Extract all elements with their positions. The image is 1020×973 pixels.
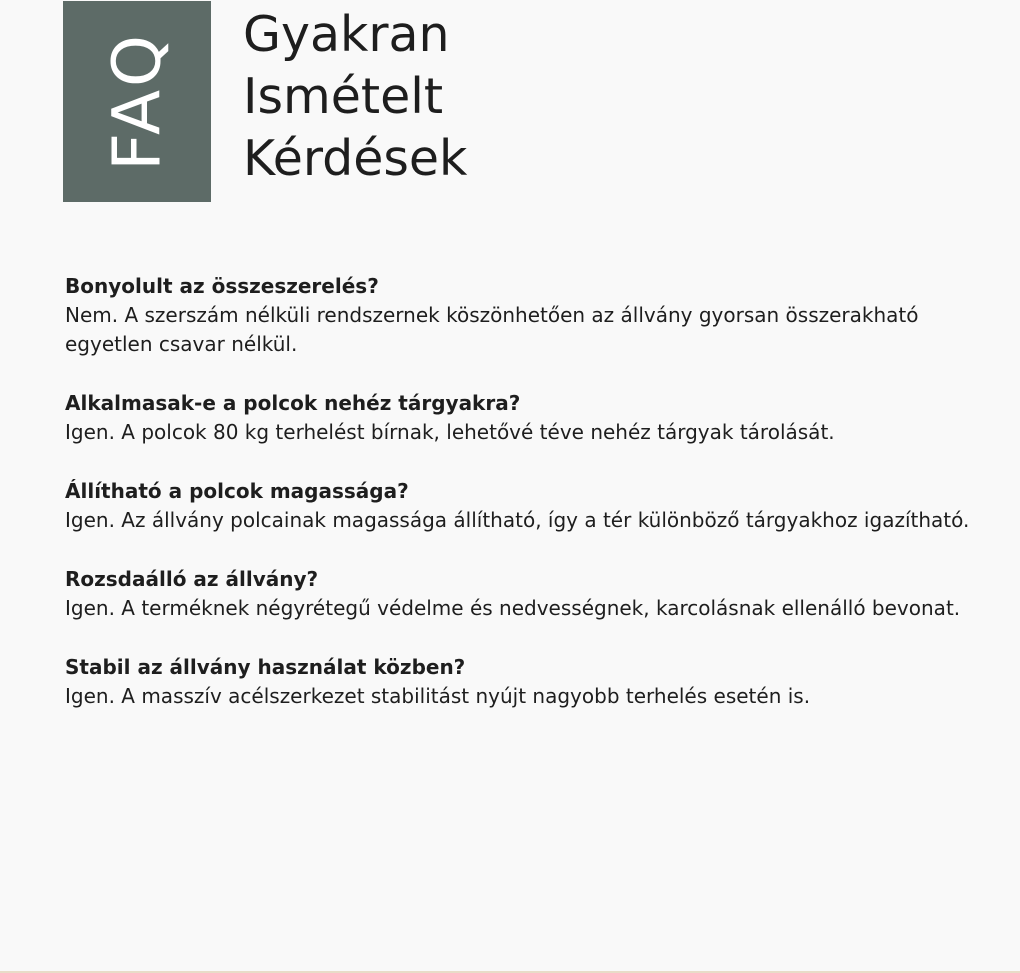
faq-item bbox=[65, 272, 995, 359]
page-title-line-2: Ismételt bbox=[243, 68, 444, 125]
faq-answer: Igen. A polcok 80 kg terhelést bírnak, lehetővé téve nehéz tárgyak tárolását. bbox=[65, 420, 835, 444]
faq-item bbox=[65, 565, 995, 623]
faq-answer: Nem. A szerszám nélküli rendszernek köszönhetően az állvány gyorsan összerakható egyetlen csavar nélkül. bbox=[65, 303, 919, 356]
faq-badge bbox=[63, 1, 211, 202]
page-title bbox=[243, 4, 467, 190]
page-title-line-1: Gyakran bbox=[243, 6, 450, 63]
faq-item bbox=[65, 389, 995, 447]
faq-item bbox=[65, 477, 995, 535]
faq-item bbox=[65, 653, 995, 711]
page-title-line-3: Kérdések bbox=[243, 130, 468, 187]
faq-question: Alkalmasak-e a polcok nehéz tárgyakra? bbox=[65, 391, 521, 415]
faq-list bbox=[65, 272, 995, 741]
faq-answer: Igen. Az állvány polcainak magassága állítható, így a tér különböző tárgyakhoz igazítható. bbox=[65, 508, 970, 532]
faq-badge-label: FAQ bbox=[98, 31, 176, 171]
faq-question: Rozsdaálló az állvány? bbox=[65, 567, 319, 591]
faq-question: Bonyolult az összeszerelés? bbox=[65, 274, 379, 298]
faq-badge-graphic bbox=[63, 1, 211, 202]
faq-question: Állítható a polcok magassága? bbox=[65, 479, 409, 503]
faq-answer: Igen. A terméknek négyrétegű védelme és nedvességnek, karcolásnak ellenálló bevonat. bbox=[65, 596, 961, 620]
faq-question: Stabil az állvány használat közben? bbox=[65, 655, 466, 679]
faq-answer: Igen. A masszív acélszerkezet stabilitást nyújt nagyobb terhelés esetén is. bbox=[65, 684, 811, 708]
